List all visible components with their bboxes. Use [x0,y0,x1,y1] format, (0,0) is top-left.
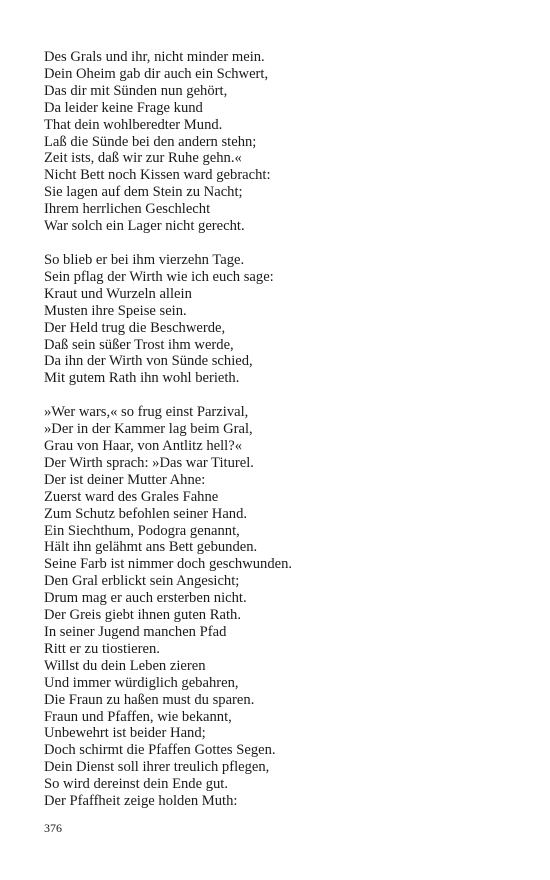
verse-line: Fraun und Pfaffen, wie bekannt, [44,708,232,725]
verse-line: Da leider keine Frage kund [44,99,203,116]
verse-line: Das dir mit Sünden nun gehört, [44,82,228,99]
stanza-1 [44,49,524,235]
verse-line: Ritt er zu tiostieren. [44,640,160,657]
verse-line: Der Greis giebt ihnen guten Rath. [44,607,241,624]
verse-line: Und immer würdiglich gebahren, [44,674,239,691]
verse-line: Nicht Bett noch Kissen ward gebracht: [44,167,271,184]
verse-line: Willst du dein Leben zieren [44,657,206,674]
verse-line: Unbewehrt ist beider Hand; [44,725,206,742]
verse-line: So blieb er bei ihm vierzehn Tage. [44,251,245,268]
verse-line: Mit gutem Rath ihn wohl berieth. [44,370,240,387]
verse-line: Zeit ists, daß wir zur Ruhe gehn.« [44,150,242,167]
stanza-3 [44,404,524,810]
verse-line: In seiner Jugend manchen Pfad [44,624,227,640]
verse-line: »Der in der Kammer lag beim Gral, [44,421,253,438]
verse-line: Der Held trug die Beschwerde, [44,319,226,336]
verse-line: Hält ihn gelähmt ans Bett gebunden. [44,539,258,556]
verse-line: War solch ein Lager nicht gerecht. [44,218,245,235]
verse-line: Laß die Sünde bei den andern stehn; [44,133,257,150]
verse-line: Der Wirth sprach: »Das war Titurel. [44,454,254,471]
verse-line: Sein pflag der Wirth wie ich euch sage: [44,268,274,285]
verse-line: Die Fraun zu haßen must du sparen. [44,691,255,708]
verse-line: Ihrem herrlichen Geschlecht [44,201,211,218]
verse-line: Grau von Haar, von Antlitz hell?« [44,438,242,455]
verse-line: Drum mag er auch ersterben nicht. [44,590,247,607]
verse-line: Sie lagen auf dem Stein zu Nacht; [44,184,243,201]
verse-line: Der Pfaffheit zeige holden Muth: [44,793,238,810]
verse-line: Zum Schutz befohlen seiner Hand. [44,505,248,522]
verse-line: Dein Dienst soll ihrer treulich pflegen, [44,759,270,776]
stanza-2 [44,252,524,387]
verse-line: Des Grals und ihr, nicht minder mein. [44,49,265,65]
verse-line: Den Gral erblickt sein Angesicht; [44,573,240,590]
verse-line: Musten ihre Speise sein. [44,302,187,319]
verse-line: Ein Siechthum, Podogra genannt, [44,522,240,539]
verse-line: Seine Farb ist nimmer doch geschwunden. [44,556,293,573]
verse-line: Dein Oheim gab dir auch ein Schwert, [44,65,269,82]
verse-line: Kraut und Wurzeln allein [44,285,192,302]
poem-text [44,49,524,827]
verse-line: Zuerst ward des Grales Fahne [44,488,219,505]
verse-line: Der ist deiner Mutter Ahne: [44,471,206,488]
verse-line: Doch schirmt die Pfaffen Gottes Segen. [44,742,276,759]
verse-line: Da ihn der Wirth von Sünde schied, [44,353,253,370]
verse-line: »Wer wars,« so frug einst Parzival, [44,404,249,421]
verse-line: That dein wohlberedter Mund. [44,116,223,133]
page-number: 376 [44,821,62,835]
verse-line: So wird dereinst dein Ende gut. [44,776,229,793]
verse-line: Daß sein süßer Trost ihm werde, [44,336,234,353]
